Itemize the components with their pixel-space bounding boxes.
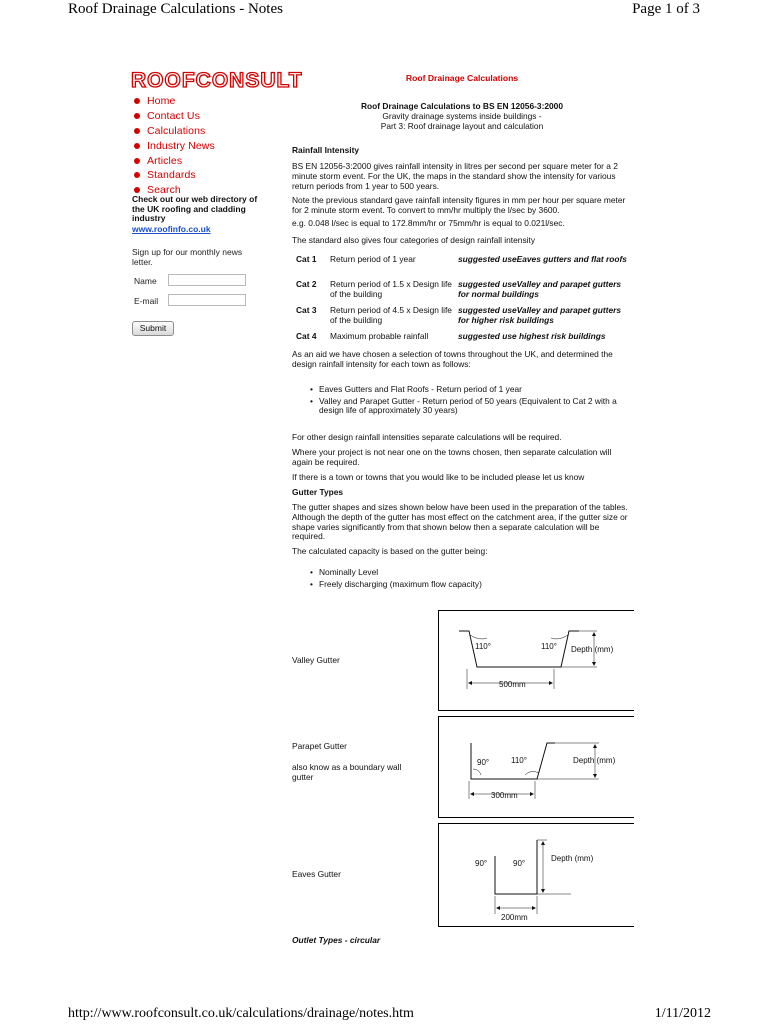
page-heading: Roof Drainage Calculations (405, 73, 519, 83)
angle-label: 90° (475, 859, 488, 868)
valley-gutter-diagram (438, 610, 634, 711)
category-code: Cat 2 (296, 279, 317, 289)
nav-label: Home (147, 95, 176, 108)
gutter-types-heading: Gutter Types (292, 487, 344, 497)
nav-label: Industry News (147, 139, 215, 152)
eaves-gutter-diagram (438, 823, 634, 927)
category-code: Cat 1 (296, 254, 317, 264)
bullet-icon (134, 172, 140, 178)
angle-label: 110° (511, 756, 527, 765)
title-line: Part 3: Roof drainage layout and calculation (380, 120, 544, 131)
category-use: suggested useEaves gutters and flat roofs (458, 254, 627, 264)
title-bold: Roof Drainage Calculations to BS EN 12056-3:2000 (361, 101, 563, 111)
category-code: Cat 4 (296, 331, 317, 341)
width-label: 200mm (501, 913, 528, 922)
category-period: Return period of 4.5 x Design life of the building (330, 305, 452, 325)
angle-label: 110° (475, 642, 491, 651)
angle-label: 90° (513, 859, 526, 868)
gutter-label: Eaves Gutter (292, 869, 341, 879)
nav-label: Articles (147, 154, 183, 167)
nav-item-calculations[interactable] (134, 124, 215, 139)
bullet-icon (134, 98, 140, 104)
paragraph: If there is a town or towns that you would like to be included please let us know (292, 472, 585, 482)
print-footer (0, 1006, 768, 1024)
rainfall-heading: Rainfall Intensity (292, 145, 360, 155)
nav-item-industry-news[interactable] (134, 138, 215, 153)
nav-item-contact-us[interactable] (134, 109, 215, 124)
paragraph: The standard also gives four categories of design rainfall intensity (292, 235, 536, 245)
newsletter-signup-text: Sign up for our monthly news letter. (132, 247, 243, 267)
submit-button[interactable]: Submit (132, 321, 174, 336)
depth-label: Depth (mm) (571, 645, 614, 654)
category-period: Maximum probable rainfall (330, 331, 429, 341)
angle-label: 90° (477, 758, 490, 767)
paragraph: Where your project is not near one on the towns chosen, then separate calculation will again be required. (292, 447, 612, 467)
directory-link[interactable]: www.roofinfo.co.uk (132, 224, 211, 234)
paragraph: The calculated capacity is based on the gutter being: (292, 546, 488, 556)
nav-label: Standards (147, 169, 196, 182)
depth-label: Depth (mm) (573, 756, 616, 765)
bullet-icon (134, 158, 140, 164)
nav-item-articles[interactable] (134, 153, 215, 168)
bullet-icon (134, 113, 140, 119)
site-logo[interactable]: ROOFCONSULT (131, 69, 303, 92)
name-field[interactable] (168, 274, 246, 286)
nav-label: Contact Us (147, 110, 200, 123)
gutter-conditions-list (310, 568, 630, 591)
list-item: • Nominally Level (310, 568, 630, 578)
print-page-number: Page 1 of 3 (632, 1, 700, 17)
email-field[interactable] (168, 294, 246, 306)
nav-item-home[interactable] (134, 94, 215, 109)
bullet-icon (134, 187, 140, 193)
category-period: Return period of 1 year (330, 254, 416, 264)
title-line: Gravity drainage systems inside buildings - (382, 110, 542, 121)
paragraph: The gutter shapes and sizes shown below have been used in the preparation of the tables. Although the depth of the gutter has most effect on the catchment area, if the gutter size or shape varies significantly from that shown below then a separate calculation will be required. (292, 502, 628, 542)
bullet-icon (134, 143, 140, 149)
print-title: Roof Drainage Calculations - Notes (68, 1, 283, 17)
email-label: E-mail (134, 296, 159, 306)
width-label: 500mm (499, 680, 526, 689)
category-use: suggested use highest risk buildings (458, 331, 606, 341)
category-use: suggested useValley and parapet gutters for higher risk buildings (458, 305, 622, 325)
paragraph: e.g. 0.048 l/sec is equal to 172.8mm/hr or 75mm/hr is equal to 0.021l/sec. (292, 218, 565, 228)
angle-label: 110° (541, 642, 557, 651)
gutter-label: Valley Gutter (292, 655, 340, 665)
nav-label: Search (147, 184, 181, 197)
print-date: 1/11/2012 (654, 1006, 711, 1021)
directory-promo: Check out our web directory of the UK roofing and cladding industry (132, 194, 258, 224)
depth-label: Depth (mm) (551, 854, 594, 863)
outlet-types-heading: Outlet Types - circular (292, 935, 381, 945)
nav-label: Calculations (147, 124, 206, 137)
width-label: 300mm (491, 791, 518, 800)
name-label: Name (134, 276, 157, 286)
gutter-label: Parapet Gutter (292, 741, 347, 751)
paragraph: As an aid we have chosen a selection of towns throughout the UK, and determined the design rainfall intensity for each town as follows: (292, 349, 613, 369)
category-code: Cat 3 (296, 305, 317, 315)
paragraph: For other design rainfall intensities separate calculations will be required. (292, 432, 562, 442)
site-nav (134, 94, 215, 198)
list-item: • Freely discharging (maximum flow capacity) (310, 580, 630, 590)
nav-item-standards[interactable] (134, 168, 215, 183)
paragraph: BS EN 12056-3:2000 gives rainfall intensity in litres per second per square meter for a 2 minute storm event. For the UK, the maps in the standard show the intensity for various return periods from 1 year to 500 years. (292, 161, 618, 191)
list-item: • Valley and Parapet Gutter - Return period of 50 years (Equivalent to Cat 2 with a design life of approximately 30 years) (310, 397, 630, 417)
gutter-note: also know as a boundary wall gutter (292, 762, 402, 782)
print-url: http://www.roofconsult.co.uk/calculations/drainage/notes.htm (68, 1006, 414, 1021)
parapet-gutter-diagram (438, 716, 634, 818)
print-header (0, 0, 768, 22)
document-title (292, 102, 632, 131)
list-item: • Eaves Gutters and Flat Roofs - Return period of 1 year (310, 385, 630, 395)
paragraph: Note the previous standard gave rainfall intensity figures in mm per hour per square meter for 2 minute storm event. To convert to mm/hr multiply the l/sec by 3600. (292, 195, 626, 215)
return-period-list (310, 385, 630, 418)
category-period: Return period of 1.5 x Design life of the building (330, 279, 452, 299)
bullet-icon (134, 128, 140, 134)
category-use: suggested useValley and parapet gutters for normal buildings (458, 279, 622, 299)
